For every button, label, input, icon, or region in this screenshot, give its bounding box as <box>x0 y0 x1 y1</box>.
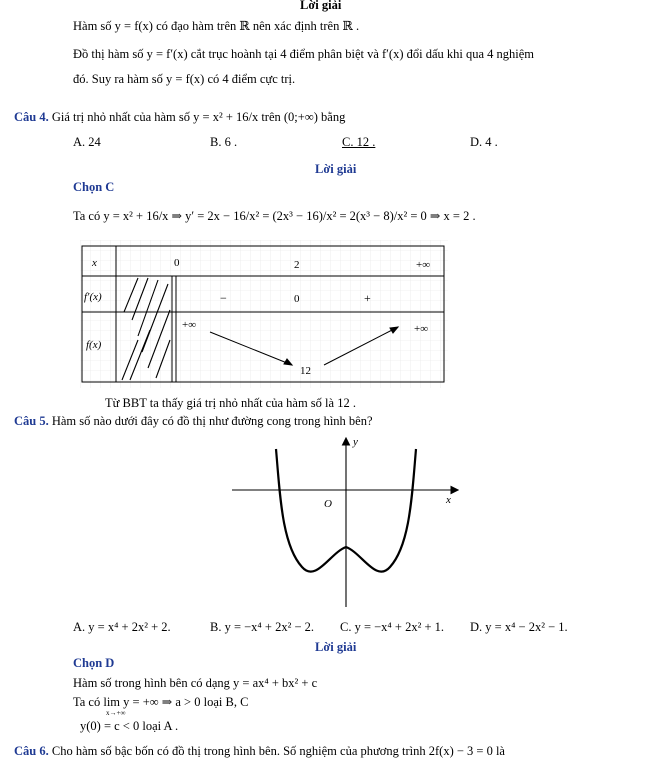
y-axis-label: y <box>353 436 358 448</box>
q5-option-a: A. y = x⁴ + 2x² + 2. <box>73 620 171 634</box>
q4-text: Giá trị nhỏ nhất của hàm số y = x² + 16/x trên (0;+∞) bằng <box>51 110 346 124</box>
x-value-2: 2 <box>294 259 300 271</box>
q5-lim-subscript: x→+∞ <box>106 709 126 717</box>
q5-solution-title: Lời giải <box>315 640 357 654</box>
q4-derivation: Ta có y = x² + 16/x ⇒ y′ = 2x − 16/x² = (2x³ − 16)/x² = 2(x³ − 8)/x² = 0 ⇒ x = 2 . <box>73 209 476 223</box>
row-fprime-label: f′(x) <box>84 291 102 303</box>
q4-option-b: B. 6 . <box>210 135 238 149</box>
q5-line-2: Ta có lim y = +∞ ⇒ a > 0 loại B, C <box>73 695 249 709</box>
prev-line-3: đó. Suy ra hàm số y = f(x) có 4 điểm cực trị. <box>73 72 296 86</box>
variation-table <box>80 240 450 390</box>
q4-solution-title: Lời giải <box>315 162 357 176</box>
solution-heading: Lời giải <box>300 0 342 12</box>
q6-text: Cho hàm số bậc bốn có đồ thị trong hình bên. Số nghiệm của phương trình 2f(x) − 3 = 0 là <box>51 744 505 758</box>
q5-option-c: C. y = −x⁴ + 2x² + 1. <box>340 620 445 634</box>
x-value-inf: +∞ <box>416 259 431 271</box>
f-right-inf: +∞ <box>414 323 429 335</box>
sign-zero: 0 <box>294 293 300 305</box>
x-axis-label: x <box>446 494 451 506</box>
q6-question <box>14 744 505 759</box>
q5-option-d: D. y = x⁴ − 2x² − 1. <box>470 620 568 634</box>
sign-plus: + <box>364 291 371 305</box>
q5-option-b: B. y = −x⁴ + 2x² − 2. <box>210 620 315 634</box>
q6-label: Câu 6. <box>14 744 49 758</box>
quartic-graph <box>232 435 462 610</box>
q5-text: Hàm số nào dưới đây có đồ thị như đường cong trong hình bên? <box>51 414 373 428</box>
q5-line-1: Hàm số trong hình bên có dạng y = ax⁴ + bx² + c <box>73 676 318 690</box>
q4-option-d: D. 4 . <box>470 135 498 149</box>
q4-label: Câu 4. <box>14 110 49 124</box>
q5-label: Câu 5. <box>14 414 49 428</box>
q4-option-c: C. 12 . <box>342 135 376 149</box>
q4-conclusion: Từ BBT ta thấy giá trị nhỏ nhất của hàm số là 12 . <box>105 396 356 410</box>
prev-line-1: Hàm số y = f(x) có đạo hàm trên ℝ nên xác định trên ℝ . <box>73 19 360 33</box>
q4-option-a: A. 24 <box>73 135 101 149</box>
f-min-value: 12 <box>300 365 311 377</box>
x-value-0: 0 <box>174 257 180 269</box>
origin-label: O <box>324 498 332 510</box>
row-f-label: f(x) <box>86 339 102 351</box>
q5-choice: Chọn D <box>73 656 115 670</box>
f-left-inf: +∞ <box>182 319 197 331</box>
q5-line-3: y(0) = c < 0 loại A . <box>80 719 179 733</box>
sign-minus: − <box>220 291 227 305</box>
row-x-label: x <box>92 257 97 269</box>
prev-line-2: Đồ thị hàm số y = f′(x) cắt trục hoành tại 4 điểm phân biệt và f′(x) đổi dấu khi qua 4 nghiệm <box>73 47 535 61</box>
q4-question <box>14 110 345 125</box>
q5-question <box>14 414 373 429</box>
q4-choice: Chọn C <box>73 180 115 194</box>
